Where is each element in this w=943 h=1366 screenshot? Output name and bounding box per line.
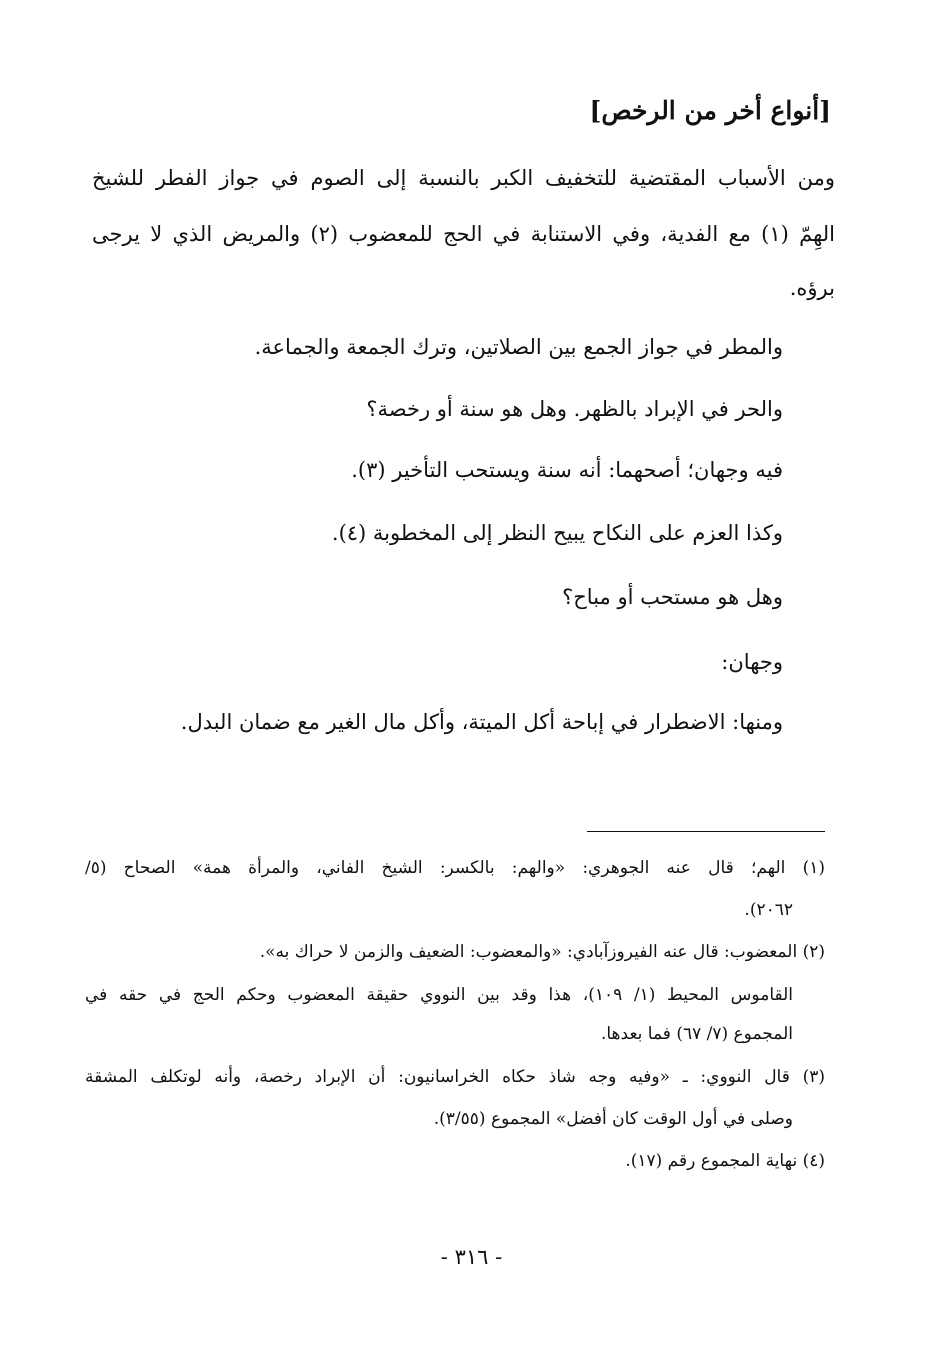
- section-heading: [أنواع أخر من الرخص]: [589, 96, 831, 125]
- footnote-line: (٢) المعضوب: قال عنه الفيروزآبادي: «والمعضوب: الضعيف والزمن لا حراك به».: [259, 942, 825, 962]
- text-line: وجهان:: [721, 650, 783, 674]
- paragraph-line: برؤه.: [789, 276, 835, 300]
- footnote-line: وصلى في أول الوقت كان أفضل» المجموع (٣/٥٥).: [433, 1109, 793, 1129]
- footnote-line: ٢٠٦٢).: [744, 900, 793, 920]
- footnote-line: (٣) قال النووي: ـ «وفيه وجه شاذ حكاه الخراسانيون: أن الإبراد رخصة، وأنه لوتكلف المشقة: [85, 1067, 825, 1087]
- footnote-line: (٤) نهاية المجموع رقم (١٧).: [625, 1151, 825, 1171]
- footnote-divider: [587, 831, 825, 832]
- text-line: وهل هو مستحب أو مباح؟: [562, 585, 783, 609]
- text-line: فيه وجهان؛ أصحهما: أنه سنة ويستحب التأخير (٣).: [351, 458, 783, 482]
- page-number: - ٣١٦ -: [440, 1245, 503, 1269]
- footnote-line: (١) الهم؛ قال عنه الجوهري: «والهم: بالكسر: الشيخ الفاني، والمرأة همة» الصحاح (٥/: [85, 858, 825, 878]
- paragraph-line: الهِمّ (١) مع الفدية، وفي الاستنابة في الحج للمعضوب (٢) والمريض الذي لا يرجى: [92, 222, 836, 246]
- footnote-line: المجموع (٧/ ٦٧) فما بعدها.: [600, 1024, 793, 1044]
- paragraph-line: ومن الأسباب المقتضية للتخفيف الكبر بالنسبة إلى الصوم في جواز الفطر للشيخ: [92, 166, 835, 190]
- text-line: والمطر في جواز الجمع بين الصلاتين، وترك الجمعة والجماعة.: [254, 335, 783, 359]
- text-line: والحر في الإبراد بالظهر. وهل هو سنة أو رخصة؟: [366, 397, 783, 421]
- footnote-line: القاموس المحيط (١/ ١٠٩)، هذا وقد بين النووي حقيقة المعضوب وحكم الحج في حقه في: [85, 985, 794, 1005]
- text-line: ومنها: الاضطرار في إباحة أكل الميتة، وأكل مال الغير مع ضمان البدل.: [180, 710, 783, 734]
- text-line: وكذا العزم على النكاح يبيح النظر إلى المخطوبة (٤).: [331, 521, 783, 545]
